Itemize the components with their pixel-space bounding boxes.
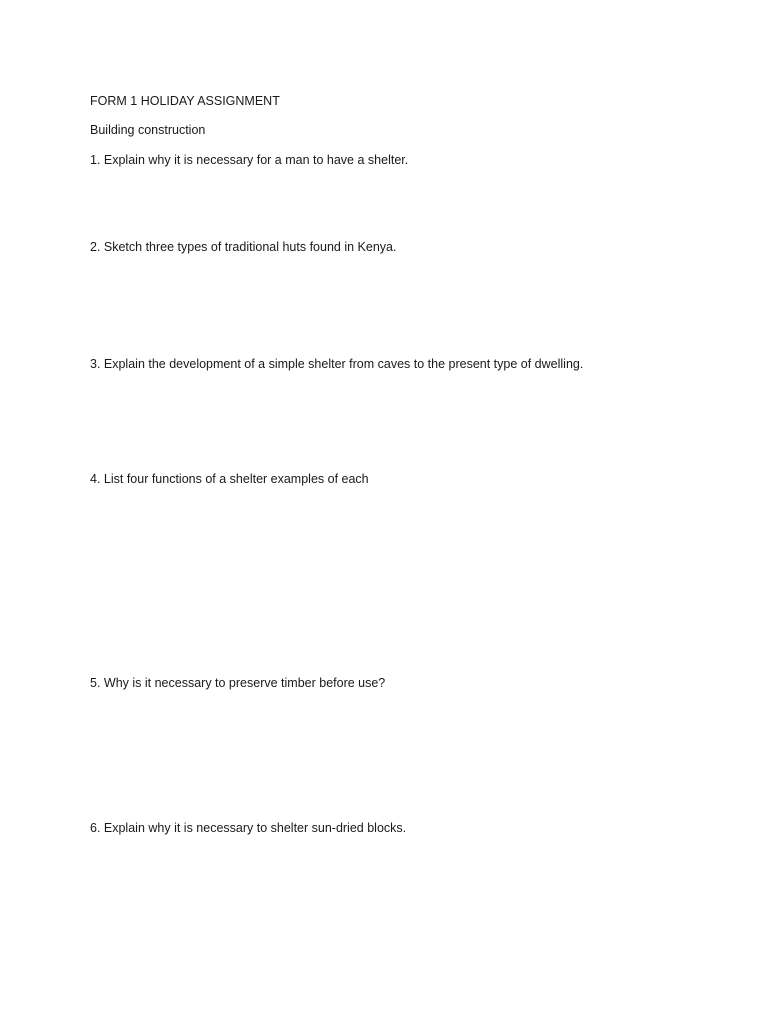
question-4: 4. List four functions of a shelter examples of each — [90, 472, 369, 486]
question-6: 6. Explain why it is necessary to shelter sun-dried blocks. — [90, 821, 407, 835]
document-title: FORM 1 HOLIDAY ASSIGNMENT — [90, 94, 280, 108]
question-5: 5. Why is it necessary to preserve timber before use? — [90, 676, 386, 690]
question-1: 1. Explain why it is necessary for a man to have a shelter. — [90, 153, 409, 167]
question-3: 3. Explain the development of a simple shelter from caves to the present type of dwelling. — [90, 357, 584, 371]
subject-heading: Building construction — [90, 123, 206, 137]
question-2: 2. Sketch three types of traditional huts found in Kenya. — [90, 240, 397, 254]
